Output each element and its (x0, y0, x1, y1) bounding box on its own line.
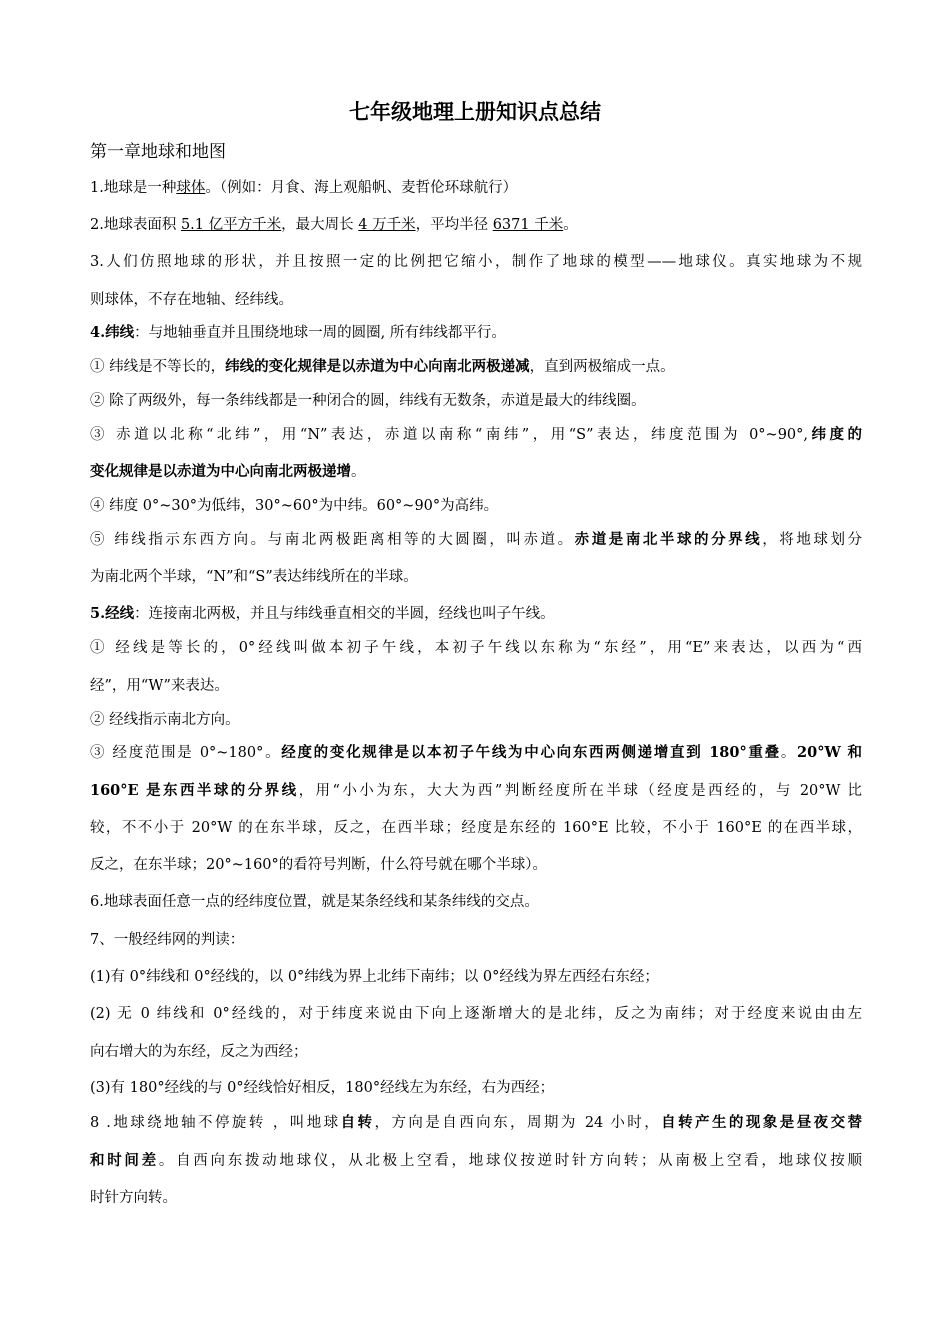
text-line (90, 1149, 862, 1170)
text-line (90, 779, 862, 800)
bold-text: 20°W 和 (797, 744, 862, 761)
text-segment: ，方向是自西向东，周期为 24 小时， (374, 1115, 662, 1131)
text-line (90, 1111, 862, 1132)
text-line (90, 602, 555, 623)
text-line (90, 176, 517, 197)
text-line (90, 528, 862, 549)
text-segment: 向右增大的为东经，反之为西经； (90, 1044, 308, 1060)
underlined-text: 球体 (176, 180, 206, 196)
text-segment: 。 (780, 745, 798, 761)
text-segment: 时针方向转。 (90, 1190, 177, 1206)
text-line (90, 1186, 177, 1207)
text-segment: ，用“小小为东，大大为西”判断经度所在半球（经度是西经的，与 20°W 比 (298, 783, 862, 799)
bold-text: 变化规律是以赤道为中心向南北两极递增 (90, 463, 351, 480)
text-segment: (2) 无 0 纬线和 0°经线的，对于纬度来说由下向上逐渐增大的是北纬，反之为南纬；对于经度来说由由左 (90, 1006, 862, 1022)
text-line (90, 890, 539, 911)
text-line (90, 423, 862, 444)
text-line (90, 816, 862, 837)
text-segment: 2.地球表面积 (90, 217, 181, 233)
text-line (90, 250, 862, 271)
text-segment: ⑤ 纬线指示东西方向。与南北两极距离相等的大圆圈，叫赤道。 (90, 532, 575, 548)
text-segment: ，将地球划分 (762, 532, 863, 548)
text-segment: 8 .地球绕地轴不停旋转 ，叫地球 (90, 1115, 341, 1131)
underlined-text: 6371 千米 (492, 217, 564, 233)
text-segment: 1.地球是一种 (90, 180, 177, 196)
underlined-text: 5.1 亿平方千米 (180, 217, 282, 233)
bold-text: 和时间差 (90, 1152, 159, 1169)
text-segment: ③ 赤道以北称“北纬”，用“N”表达，赤道以南称“南纬”，用“S”表达，纬度范围为 0°~90°, (90, 427, 809, 443)
text-segment: 。自西向东拨动地球仪，从北极上空看，地球仪按逆时针方向转；从南极上空看，地球仪按顺 (158, 1153, 863, 1169)
text-segment: (3)有 180°经线的与 0°经线恰好相反，180°经线左为东经，右为西经； (90, 1080, 555, 1096)
text-line (90, 321, 506, 342)
text-line (90, 674, 229, 695)
text-segment: 7、一般经纬网的判读： (90, 932, 245, 948)
text-line (90, 1040, 308, 1061)
bold-text: 纬度的 (808, 426, 863, 443)
text-segment: ：与地轴垂直并且围绕地球一周的圆圈, 所有纬线都平行。 (134, 325, 506, 341)
text-segment: 反之，在东半球；20°~160°的看符号判断，什么符号就在哪个半球）。 (90, 857, 548, 873)
bold-text: 5.经线 (90, 605, 135, 622)
text-line (90, 853, 547, 874)
bold-text: 160°E 是东西半球的分界线 (90, 782, 299, 799)
text-line (90, 288, 293, 309)
text-line (90, 460, 366, 481)
bold-text: 自转产生的现象是昼夜交替 (661, 1114, 863, 1131)
text-line (90, 636, 862, 657)
text-line (90, 708, 240, 729)
text-segment: ：连接南北两极，并且与纬线垂直相交的半圆，经线也叫子午线。 (134, 606, 555, 622)
text-segment: 为南北两个半球，“N”和“S”表达纬线所在的半球。 (90, 569, 418, 585)
text-segment: 经”，用“W”来表达。 (90, 678, 229, 694)
text-segment: ② 除了两级外，每一条纬线都是一种闭合的圆，纬线有无数条，赤道是最大的纬线圈。 (90, 393, 646, 409)
bold-text: 赤道是南北半球的分界线 (574, 531, 763, 548)
bold-text: 纬线的变化规律是以赤道为中心向南北两极递减 (225, 358, 530, 375)
text-segment: ② 经线指示南北方向。 (90, 712, 240, 728)
text-segment: 则球体，不存在地轴、经纬线。 (90, 292, 293, 308)
chapter-heading: 第一章地球和地图 (90, 142, 226, 162)
text-line (90, 1076, 554, 1097)
text-segment: 3.人们仿照地球的形状，并且按照一定的比例把它缩小，制作了地球的模型——地球仪。真实地球为不规 (90, 254, 862, 270)
text-segment: ④ 纬度 0°~30°为低纬，30°~60°为中纬。60°~90°为高纬。 (90, 498, 499, 514)
text-line (90, 213, 578, 234)
text-line (90, 389, 646, 410)
text-segment: ① 经线是等长的，0°经线叫做本初子午线，本初子午线以东称为“东经”，用“E”来表达，以西为“西 (90, 640, 862, 656)
text-segment: (1)有 0°纬线和 0°经线的，以 0°纬线为界上北纬下南纬；以 0°经线为界左西经右东经； (90, 969, 659, 985)
text-segment: ，平均半径 (415, 217, 493, 233)
text-segment: 6.地球表面任意一点的经纬度位置，就是某条经线和某条纬线的交点。 (90, 894, 539, 910)
text-line (90, 355, 675, 376)
underlined-text: 4 万千米 (358, 217, 416, 233)
text-segment: ① 纬线是不等长的， (90, 359, 226, 375)
text-line (90, 494, 498, 515)
text-segment: 。（例如：月食、海上观船帆、麦哲伦环球航行） (205, 180, 518, 196)
bold-text: 4.纬线 (90, 324, 135, 341)
text-segment: 。 (563, 217, 578, 233)
text-segment: ，最大周长 (281, 217, 359, 233)
document-title: 七年级地理上册知识点总结 (349, 99, 601, 124)
bold-text: 经度的变化规律是以本初子午线为中心向东西两侧递增直到 180°重叠 (281, 744, 781, 761)
text-line (90, 565, 418, 586)
text-line (90, 928, 244, 949)
text-line (90, 741, 862, 762)
text-line (90, 965, 659, 986)
text-segment: 。 (351, 464, 366, 480)
text-segment: 较，不不小于 20°W 的在东半球，反之，在西半球；经度是东经的 160°E 比较，不小于 160°E 的在西半球， (90, 820, 862, 836)
text-segment: ③ 经度范围是 0°~180°。 (90, 745, 282, 761)
text-line (90, 1002, 862, 1023)
bold-text: 自转 (340, 1114, 375, 1131)
text-segment: ，直到两极缩成一点。 (529, 359, 675, 375)
